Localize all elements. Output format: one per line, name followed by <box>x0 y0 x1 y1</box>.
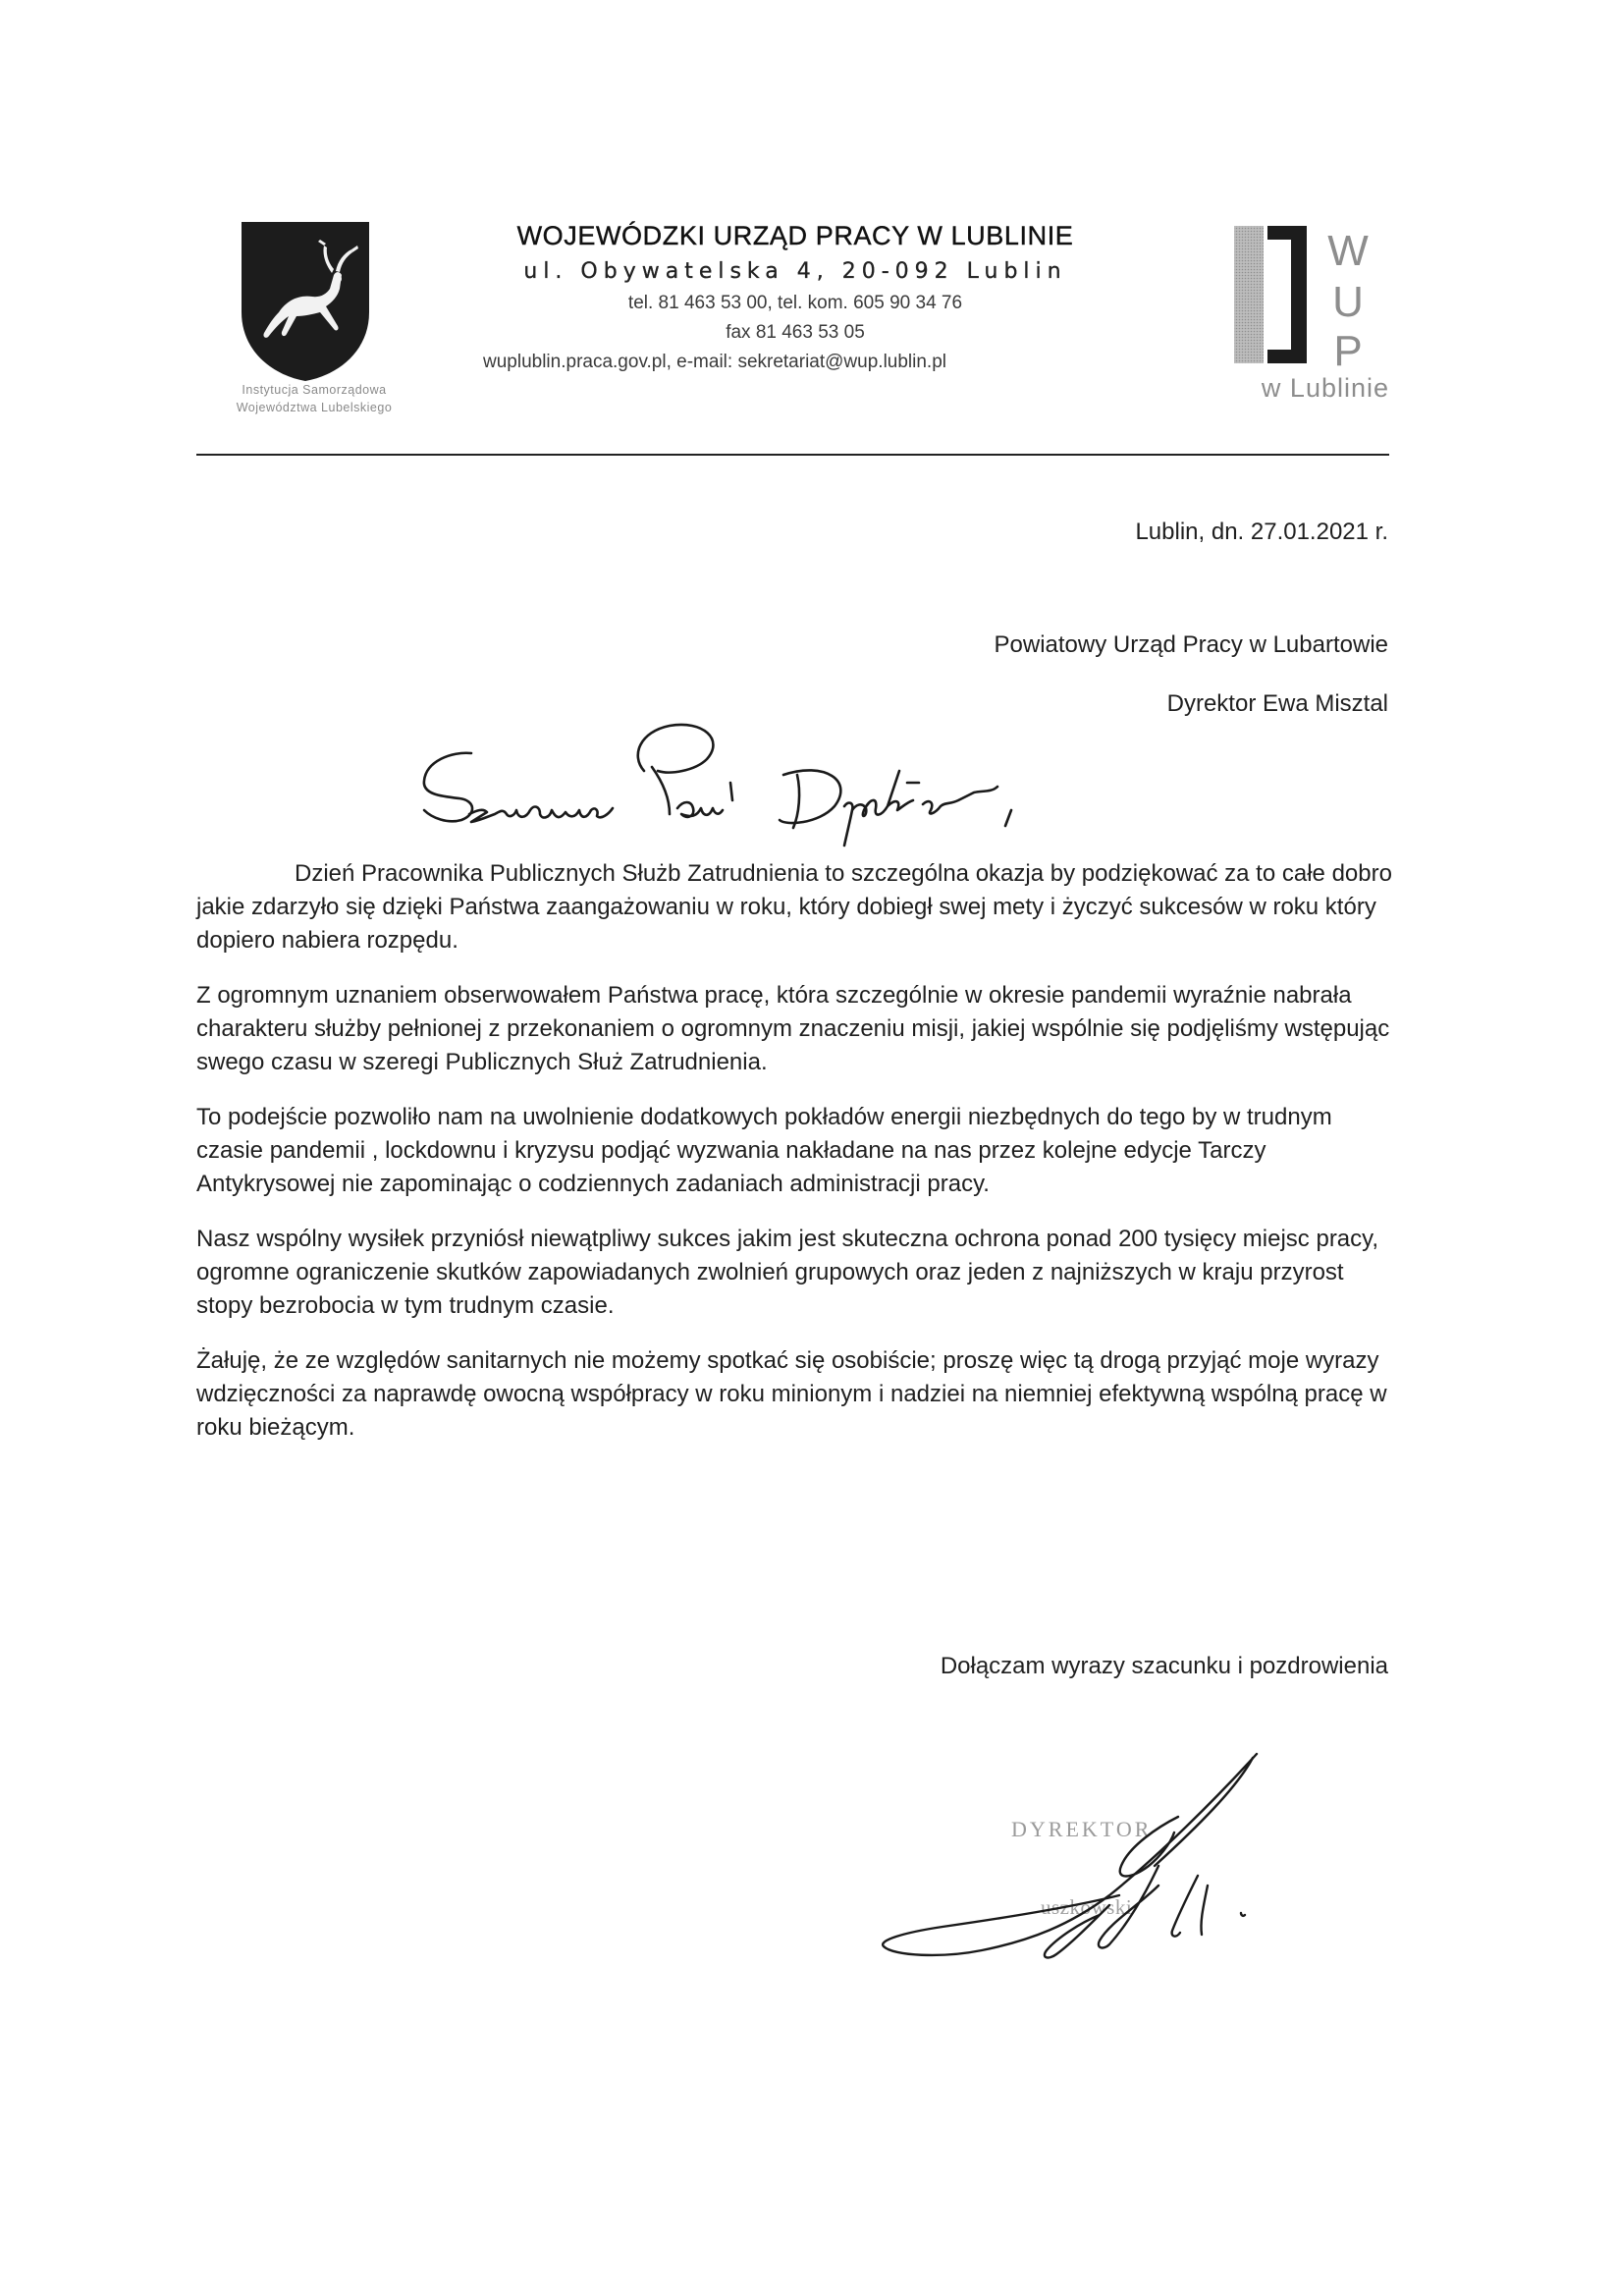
organization-address: ul. Obywatelska 4, 20-092 Lublin <box>523 259 1067 284</box>
letter-body <box>196 857 1404 1466</box>
header-divider <box>196 454 1389 456</box>
letter-date: Lublin, dn. 27.01.2021 r. <box>1135 519 1388 545</box>
wup-logo-caption: w Lublinie <box>1261 373 1389 403</box>
logo-letter-p: P <box>1333 327 1363 375</box>
body-paragraph-2: Z ogromnym uznaniem obserwowałem Państwa pracę, która szczególnie w okresie pandemii wyraźnie nabrała charakteru służby pełnionej z przekonaniem o ogromnym znaczeniu misji, jakiej wspólnie się podjęliśmy wstępując swego czasu w szeregi Publicznych Służ Zatrudnienia. <box>196 982 1390 1075</box>
body-paragraph-4: Nasz wspólny wysiłek przyniósł niewątpliwy sukces jakim jest skuteczna ochrona ponad 200 tysięcy miejsc pracy, ogromne ograniczenie skutków zapowiadanych zwolnień grupowych oraz jeden z najniższych w kraju przyrost stopy bezrobocia w tym trudnym czasie. <box>196 1226 1379 1319</box>
logo-letter-w: W <box>1327 227 1369 275</box>
stamp-title: DYREKTOR <box>1011 1817 1153 1841</box>
body-paragraph-5: Żałuję, że ze względów sanitarnych nie możemy spotkać się osobiście; proszę więc tą drogą przyjąć moje wyrazy wdzięczności za naprawdę owocną współpracy w roku minionym i nadziei na niemniej efektywną wspólną pracę w roku bieżącym. <box>196 1347 1387 1441</box>
stamp-name: uszkowski <box>1041 1895 1133 1919</box>
recipient-organization: Powiatowy Urząd Pracy w Lubartowie <box>994 631 1388 658</box>
crest-caption-line1: Instytucja Samorządowa <box>242 383 387 397</box>
organization-name: WOJEWÓDZKI URZĄD PRACY W LUBLINIE <box>516 221 1074 250</box>
letter-closing: Dołączam wyrazy szacunku i pozdrowienia <box>940 1653 1388 1679</box>
coat-of-arms-icon <box>236 218 375 383</box>
body-paragraph-3: To podejście pozwoliło nam na uwolnienie dodatkowych pokładów energii niezbędnych do tego by w trudnym czasie pandemii , lockdownu i kryzysu podjąć wyzwania nakładane na nas przez kolejne edycje Tarczy Antykrysowej nie zapominając o codziennych zadaniach administracji pracy. <box>196 1104 1332 1197</box>
handwritten-salutation <box>412 712 1139 854</box>
crest-caption <box>196 381 432 416</box>
organization-web-email: wuplublin.praca.gov.pl, e-mail: sekretariat@wup.lublin.pl <box>483 352 946 372</box>
logo-letter-u: U <box>1332 278 1364 326</box>
organization-fax: fax 81 463 53 05 <box>726 322 865 343</box>
signature-icon <box>864 1748 1296 1984</box>
organization-details <box>452 218 1139 377</box>
recipient-name: Dyrektor Ewa Misztal <box>1166 690 1388 717</box>
body-paragraph-1: Dzień Pracownika Publicznych Służb Zatrudnienia to szczególna okazja by podziękować za to całe dobro jakie zdarzyło się dzięki Państwa zaangażowaniu w roku, który dobiegł swej mety i życzyć sukcesów w roku który dopiero nabiera rozpędu. <box>196 860 1392 954</box>
crest-caption-line2: Województwa Lubelskiego <box>236 401 393 414</box>
organization-phones: tel. 81 463 53 00, tel. kom. 605 90 34 76 <box>627 293 963 313</box>
